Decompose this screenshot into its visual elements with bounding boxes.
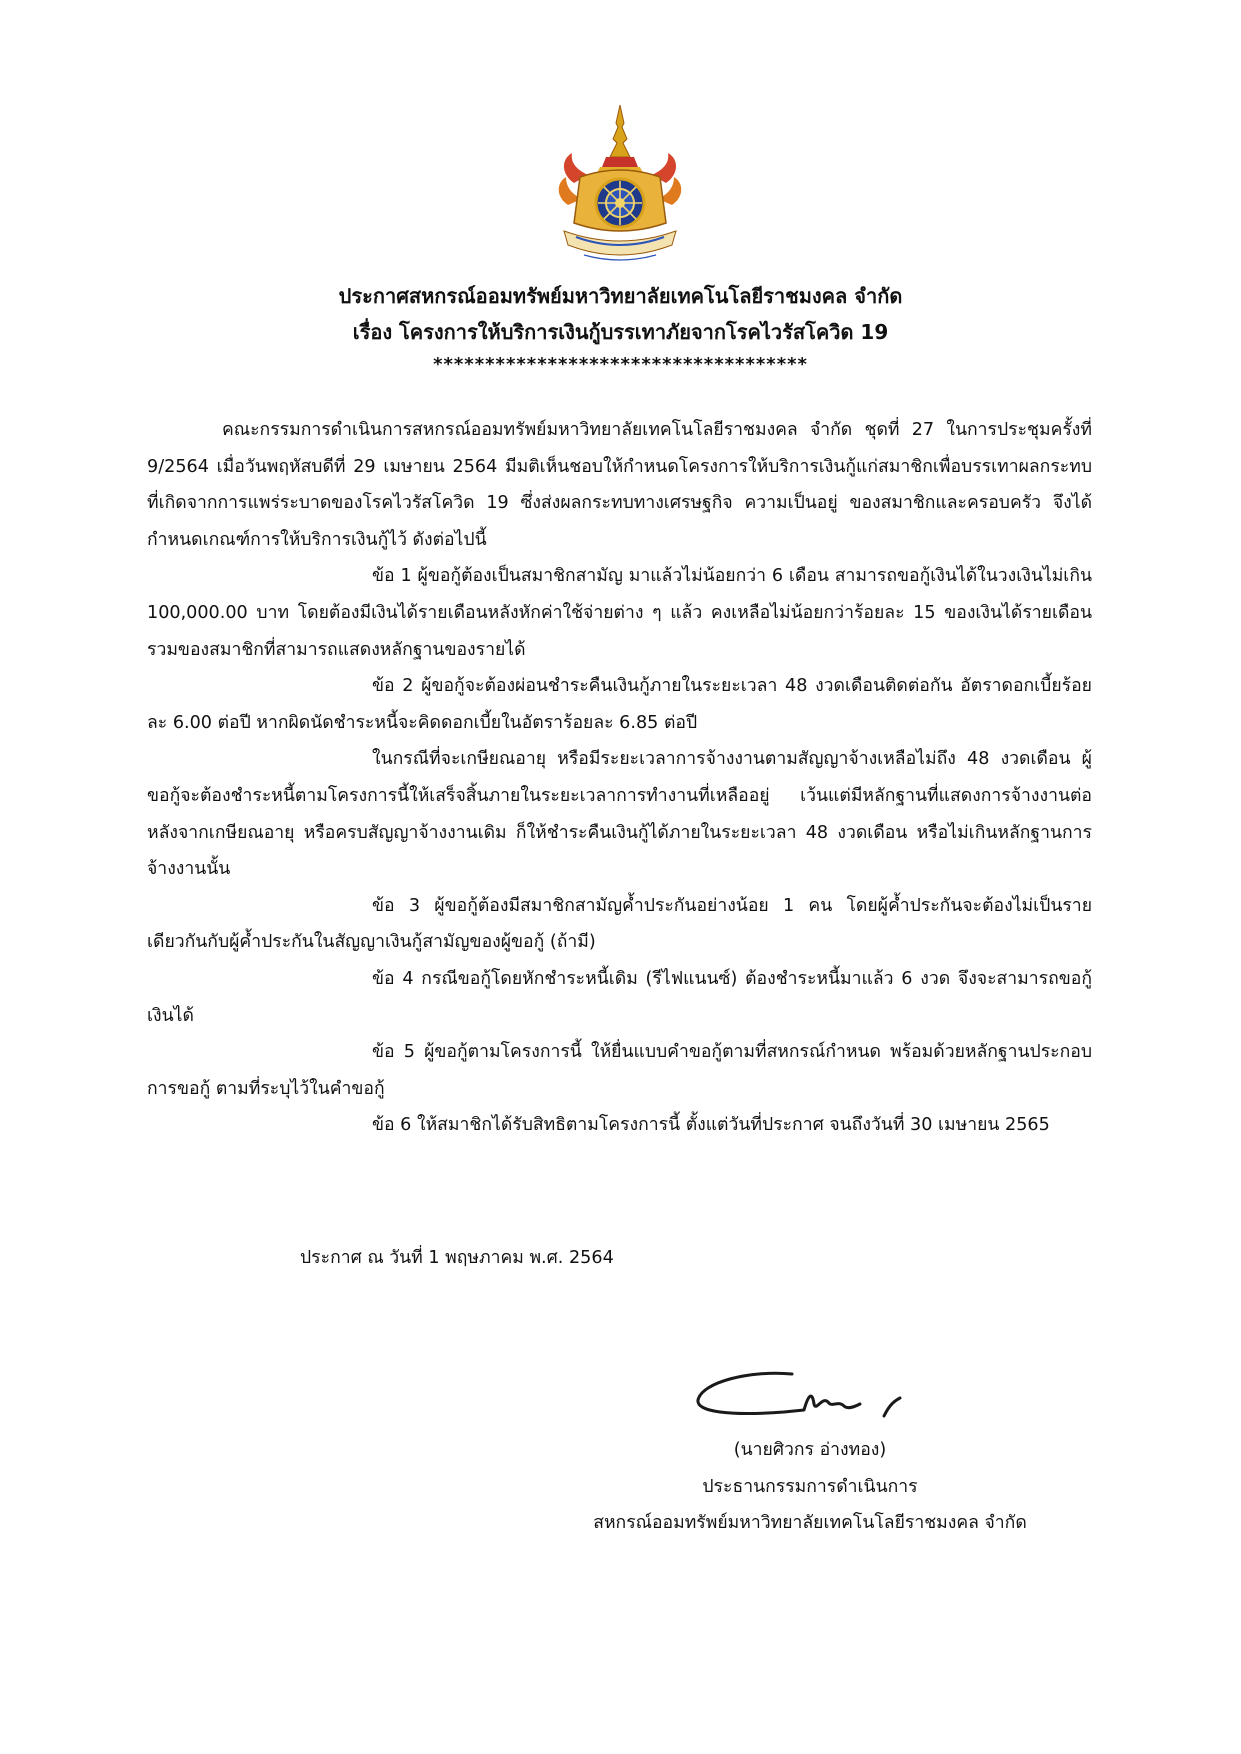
rmut-garuda-emblem-icon bbox=[554, 105, 686, 263]
signatory-position: ประธานกรรมการดำเนินการ bbox=[702, 1476, 918, 1497]
clause-3-paragraph: ข้อ 3 ผู้ขอกู้ต้องมีสมาชิกสามัญค้ำประกันอย่างน้อย 1 คน โดยผู้ค้ำประกันจะต้องไม่เป็นรายเดียวกันกับผู้ค้ำประกันในสัญญาเงินกู้สามัญของผู้ขอกู้ (ถ้ามี) bbox=[147, 895, 1092, 953]
handwritten-signature-icon bbox=[680, 1360, 940, 1432]
signatory-organization: สหกรณ์ออมทรัพย์มหาวิทยาลัยเทคโนโลยีราชมงคล จำกัด bbox=[593, 1513, 1027, 1533]
header-separator: ************************************ bbox=[433, 354, 808, 375]
intro-paragraph: คณะกรรมการดำเนินการสหกรณ์ออมทรัพย์มหาวิทยาลัยเทคโนโลยีราชมงคล จำกัด ชุดที่ 27 ในการประชุมครั้งที่ 9/2564 เมื่อวันพฤหัสบดีที่ 29 เมษายน 2564 มีมติเห็นชอบให้กำหนดโครงการให้บริการเงินกู้แก่สมาชิกเพื่อบรรเทาผลกระทบที่เกิดจากการแพร่ระบาดของโรคไวรัสโควิด 19 ซึ่งส่งผลกระทบทางเศรษฐกิจ ความเป็นอยู่ ของสมาชิกและครอบครัว จึงได้กำหนดเกณฑ์การให้บริการเงินกู้ไว้ ดังต่อไปนี้ bbox=[147, 420, 1092, 550]
clause-1-paragraph: ข้อ 1 ผู้ขอกู้ต้องเป็นสมาชิกสามัญ มาแล้วไม่น้อยกว่า 6 เดือน สามารถขอกู้เงินได้ในวงเงินไม่เกิน 100,000.00 บาท โดยต้องมีเงินได้รายเดือนหลังหักค่าใช้จ่ายต่าง ๆ แล้ว คงเหลือไม่น้อยกว่าร้อยละ 15 ของเงินได้รายเดือนรวมของสมาชิกที่สามารถแสดงหลักฐานของรายได้ bbox=[147, 566, 1092, 660]
retirement-condition-paragraph: ในกรณีที่จะเกษียณอายุ หรือมีระยะเวลาการจ้างงานตามสัญญาจ้างเหลือไม่ถึง 48 งวดเดือน ผู้ขอกู้จะต้องชำระหนี้ตามโครงการนี้ให้เสร็จสิ้นภายในระยะเวลาการทำงานที่เหลืออยู่ เว้นแต่มีหลักฐานที่แสดงการจ้างงานต่อหลังจากเกษียณอายุ หรือครบสัญญาจ้างงานเดิม ก็ให้ชำระคืนเงินกู้ได้ภายในระยะเวลา 48 งวดเดือน หรือไม่เกินหลักฐานการจ้างงานนั้น bbox=[147, 749, 1092, 880]
clause-2-paragraph: ข้อ 2 ผู้ขอกู้จะต้องผ่อนชำระคืนเงินกู้ภายในระยะเวลา 48 งวดเดือนติดต่อกัน อัตราดอกเบี้ยร้อยละ 6.00 ต่อปี หากผิดนัดชำระหนี้จะคิดดอกเบี้ยในอัตราร้อยละ 6.85 ต่อปี bbox=[147, 676, 1092, 733]
clause-6-paragraph: ข้อ 6 ให้สมาชิกได้รับสิทธิตามโครงการนี้ ตั้งแต่วันที่ประกาศ จนถึงวันที่ 30 เมษายน 2565 bbox=[372, 1115, 1050, 1136]
clause-5-paragraph: ข้อ 5 ผู้ขอกู้ตามโครงการนี้ ให้ยื่นแบบคำขอกู้ตามที่สหกรณ์กำหนด พร้อมด้วยหลักฐานประกอบการขอกู้ ตามที่ระบุไว้ในคำขอกู้ bbox=[147, 1042, 1092, 1099]
announcement-date: ประกาศ ณ วันที่ 1 พฤษภาคม พ.ศ. 2564 bbox=[300, 1248, 614, 1268]
signature-block bbox=[520, 1360, 1100, 1542]
document-header bbox=[140, 278, 1101, 380]
document-subject: เรื่อง โครงการให้บริการเงินกู้บรรเทาภัยจากโรคไวรัสโควิด 19 bbox=[352, 320, 889, 344]
document-body bbox=[147, 412, 1092, 1144]
signatory-name: (นายศิวกร อ่างทอง) bbox=[733, 1440, 887, 1460]
document-title: ประกาศสหกรณ์ออมทรัพย์มหาวิทยาลัยเทคโนโลยีราชมงคล จำกัด bbox=[338, 284, 903, 308]
clause-4-paragraph: ข้อ 4 กรณีขอกู้โดยหักชำระหนี้เดิม (รีไฟแนนซ์) ต้องชำระหนี้มาแล้ว 6 งวด จึงจะสามารถขอกู้เงินได้ bbox=[147, 968, 1092, 1026]
